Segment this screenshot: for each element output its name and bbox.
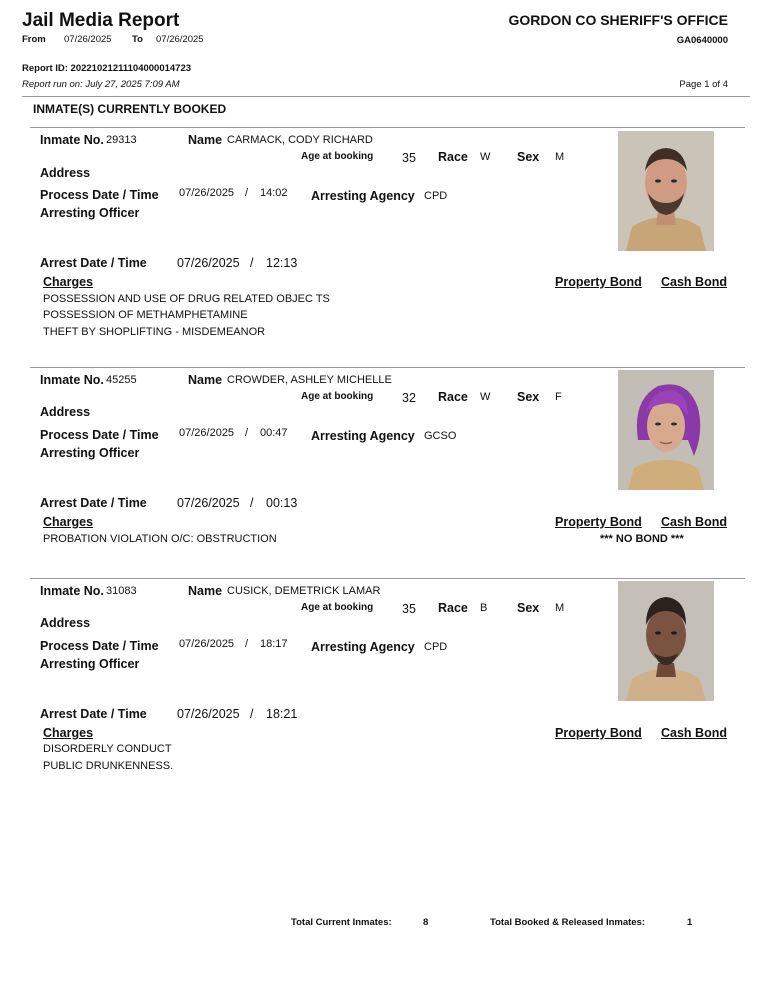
sex-label: Sex <box>517 150 540 164</box>
inmate-no-label: Inmate No. <box>40 133 104 147</box>
age-label: Age at booking <box>301 602 374 613</box>
property-bond-label: Property Bond <box>555 275 642 289</box>
name-label: Name <box>188 584 223 598</box>
mugshot-photo <box>618 581 714 701</box>
inmate-race: W <box>480 151 491 163</box>
agency-ori: GA0640000 <box>676 35 728 46</box>
inmate-sex: M <box>555 602 565 614</box>
cash-bond-label: Cash Bond <box>661 515 727 529</box>
inmate-age: 32 <box>402 391 416 405</box>
total-released-value: 1 <box>687 917 693 928</box>
charge-item: PROBATION VIOLATION O/C: OBSTRUCTION <box>43 533 277 545</box>
mugshot-photo <box>618 131 714 251</box>
record-divider <box>30 367 745 368</box>
inmate-sex: F <box>555 391 562 403</box>
total-current-label: Total Current Inmates: <box>291 917 392 928</box>
charges-label: Charges <box>43 515 94 529</box>
inmate-name: CARMACK, CODY RICHARD <box>227 134 373 146</box>
arresting-agency: GCSO <box>424 430 457 442</box>
no-bond-note: *** NO BOND *** <box>600 533 684 545</box>
inmate-age: 35 <box>402 151 416 165</box>
process-date: 07/26/2025 <box>179 638 235 650</box>
process-label: Process Date / Time <box>40 639 159 653</box>
cash-bond-label: Cash Bond <box>661 726 727 740</box>
arrest-date: 07/26/2025 <box>177 256 240 270</box>
arrest-time: 18:21 <box>266 707 298 721</box>
section-title: INMATE(S) CURRENTLY BOOKED <box>33 102 227 116</box>
address-label: Address <box>40 616 91 630</box>
charge-item: POSSESSION OF METHAMPHETAMINE <box>43 309 248 321</box>
inmate-number: 29313 <box>106 134 137 146</box>
arrest-time: 12:13 <box>266 256 298 270</box>
charges-label: Charges <box>43 726 94 740</box>
charges-label: Charges <box>43 275 94 289</box>
race-label: Race <box>438 150 468 164</box>
cash-bond-label: Cash Bond <box>661 275 727 289</box>
inmate-name: CUSICK, DEMETRICK LAMAR <box>227 585 381 597</box>
total-current-value: 8 <box>423 917 429 928</box>
section-divider <box>30 127 745 128</box>
process-date: 07/26/2025 <box>179 187 235 199</box>
officer-label: Arresting Officer <box>40 657 140 671</box>
inmate-race: B <box>480 602 488 614</box>
agency-label: Arresting Agency <box>311 429 415 443</box>
office-name: GORDON CO SHERIFF'S OFFICE <box>508 12 728 28</box>
process-date: 07/26/2025 <box>179 427 235 439</box>
arrest-label: Arrest Date / Time <box>40 256 147 270</box>
process-time: 00:47 <box>260 427 288 439</box>
slash: / <box>245 187 249 199</box>
arrest-label: Arrest Date / Time <box>40 496 147 510</box>
slash: / <box>250 707 254 721</box>
arresting-agency: CPD <box>424 190 448 202</box>
charge-item: THEFT BY SHOPLIFTING - MISDEMEANOR <box>43 326 266 338</box>
to-label: To <box>132 34 143 45</box>
name-label: Name <box>188 373 223 387</box>
officer-label: Arresting Officer <box>40 206 140 220</box>
slash: / <box>245 638 249 650</box>
sex-label: Sex <box>517 390 540 404</box>
arrest-date: 07/26/2025 <box>177 707 240 721</box>
agency-label: Arresting Agency <box>311 189 415 203</box>
inmate-no-label: Inmate No. <box>40 373 104 387</box>
name-label: Name <box>188 133 223 147</box>
inmate-age: 35 <box>402 602 416 616</box>
process-time: 14:02 <box>260 187 288 199</box>
report-id: Report ID: 20221021211104000014723 <box>22 63 192 74</box>
inmate-number: 45255 <box>106 374 137 386</box>
inmate-race: W <box>480 391 491 403</box>
charge-item: DISORDERLY CONDUCT <box>43 743 172 755</box>
address-label: Address <box>40 166 91 180</box>
inmate-sex: M <box>555 151 565 163</box>
race-label: Race <box>438 601 468 615</box>
report-run-date: Report run on: July 27, 2025 7:09 AM <box>22 79 180 90</box>
sex-label: Sex <box>517 601 540 615</box>
page-number: Page 1 of 4 <box>679 79 728 90</box>
mugshot-photo <box>618 370 714 490</box>
race-label: Race <box>438 390 468 404</box>
age-label: Age at booking <box>301 391 374 402</box>
inmate-number: 31083 <box>106 585 137 597</box>
record-divider <box>30 578 745 579</box>
report-title: Jail Media Report <box>22 10 180 31</box>
inmate-name: CROWDER, ASHLEY MICHELLE <box>227 374 392 386</box>
charge-item: POSSESSION AND USE OF DRUG RELATED OBJEC TS <box>43 293 330 305</box>
slash: / <box>250 496 254 510</box>
inmate-no-label: Inmate No. <box>40 584 104 598</box>
process-time: 18:17 <box>260 638 288 650</box>
arrest-label: Arrest Date / Time <box>40 707 147 721</box>
officer-label: Arresting Officer <box>40 446 140 460</box>
from-label: From <box>22 34 46 45</box>
slash: / <box>245 427 249 439</box>
agency-label: Arresting Agency <box>311 640 415 654</box>
total-released-label: Total Booked & Released Inmates: <box>490 917 646 928</box>
header-divider <box>22 96 750 97</box>
slash: / <box>250 256 254 270</box>
age-label: Age at booking <box>301 151 374 162</box>
address-label: Address <box>40 405 91 419</box>
to-date: 07/26/2025 <box>156 34 204 45</box>
property-bond-label: Property Bond <box>555 726 642 740</box>
charge-item: PUBLIC DRUNKENNESS. <box>43 760 174 772</box>
arrest-date: 07/26/2025 <box>177 496 240 510</box>
arresting-agency: CPD <box>424 641 448 653</box>
from-date: 07/26/2025 <box>64 34 112 45</box>
arrest-time: 00:13 <box>266 496 298 510</box>
process-label: Process Date / Time <box>40 188 159 202</box>
process-label: Process Date / Time <box>40 428 159 442</box>
property-bond-label: Property Bond <box>555 515 642 529</box>
